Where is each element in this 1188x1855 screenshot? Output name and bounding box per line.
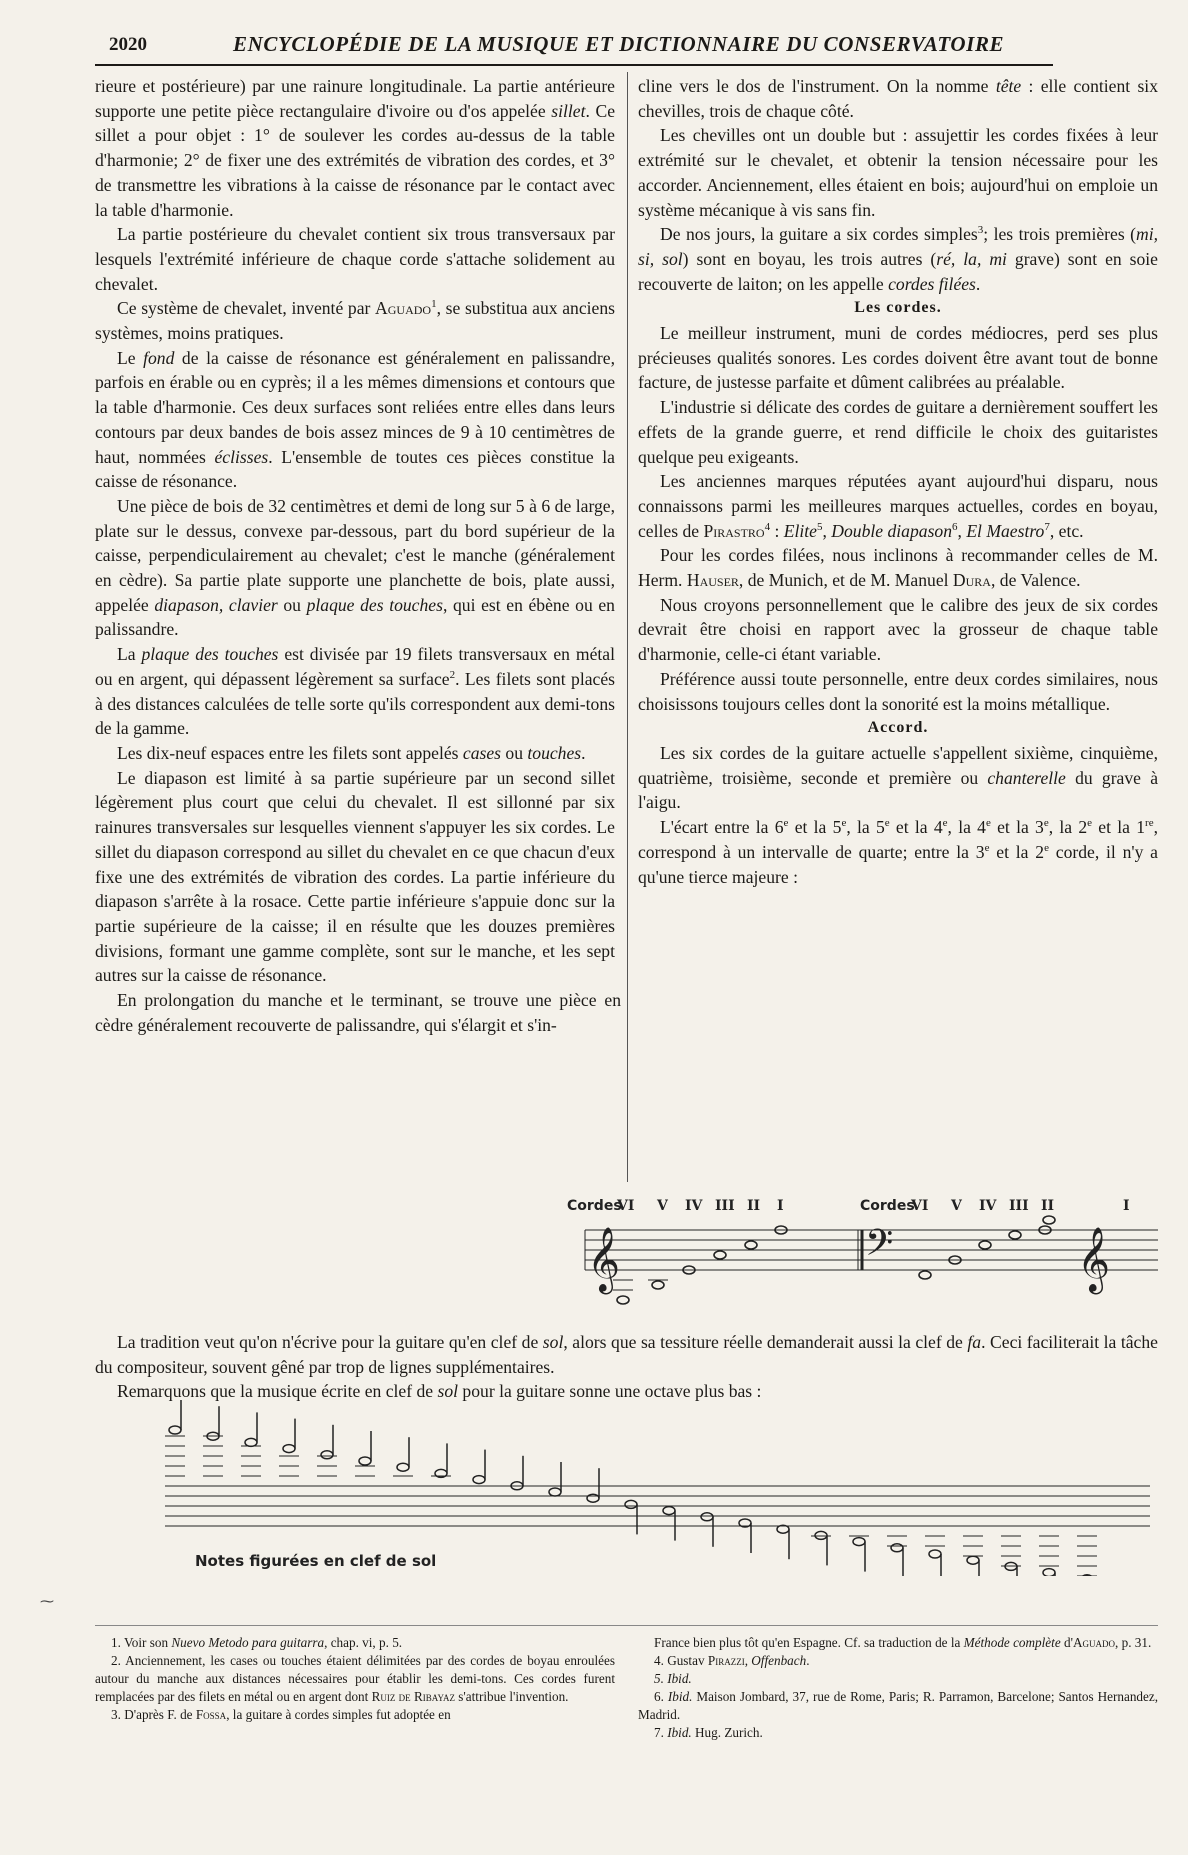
bass-clef-icon: 𝄢: [865, 1223, 894, 1272]
whole-note: [1009, 1231, 1021, 1239]
page-header: [95, 30, 1053, 66]
footnotes-right: [638, 1634, 1158, 1742]
half-note: [245, 1438, 257, 1446]
footnote: France bien plus tôt qu'en Espagne. Cf. sa traduction de la Méthode complète d'Aguado, p. 31.: [654, 1635, 1152, 1650]
paragraph: cline vers le dos de l'instrument. On la nomme tête : elle contient six chevilles, trois de chaque côté.: [638, 76, 1158, 121]
whole-note: [919, 1271, 931, 1279]
whole-note: [979, 1241, 991, 1249]
half-note: [701, 1513, 713, 1521]
footnote-rule: [95, 1625, 1158, 1626]
string-numeral: III: [1009, 1198, 1029, 1214]
half-note: [625, 1500, 637, 1508]
string-numeral: I: [1123, 1198, 1130, 1214]
string-numeral: V: [657, 1198, 668, 1214]
footnote: 3. D'après F. de Fossa, la guitare à cordes simples fut adoptée en: [111, 1707, 451, 1722]
paragraph: Le meilleur instrument, muni de cordes médiocres, perd ses plus précieuses qualités sonores. Les cordes doivent être avant tout de bonne facture, de justesse parfaite et dûment calibrées au préalable.: [638, 323, 1158, 393]
column-divider: [627, 72, 628, 1182]
paragraph: rieure et postérieure) par une rainure longitudinale. La partie antérieure supporte une petite pièce rectangulaire d'ivoire ou d'os appelée sillet. Ce sillet a pour objet : 1° de soulever les cordes au-dessus de la table d'harmonie; 2° de fixer une des extrémités de vibration des cordes, et 3° de transmettre les vibrations à la caisse de résonance par le contact avec la table d'harmonie.: [95, 76, 616, 220]
string-numeral: II: [1041, 1198, 1055, 1214]
paragraph: Une pièce de bois de 32 centimètres et demi de long sur 5 à 6 de large, plate sur le dessus, convexe par-dessous, part du bord supérieur de la caisse, perpendiculairement au chevalet; c'est le manche (généralement en cèdre). Sa partie plate supporte une planchette de bois, plate aussi, appelée diapason, clavier ou plaque des touches, qui est en ébène ou en palissandre.: [95, 495, 615, 640]
footnote: 4. Gustav Pirazzi, Offenbach.: [654, 1653, 810, 1668]
paragraph: Pour les cordes filées, nous inclinons à recommander celles de M. Herm. Hauser, de Munich, et de M. Manuel Dura, de Valence.: [638, 545, 1158, 591]
string-numeral: II: [747, 1198, 761, 1214]
treble-clef-icon: 𝄞: [587, 1229, 621, 1291]
running-title: ENCYCLOPÉDIE DE LA MUSIQUE ET DICTIONNAIRE DU CONSERVATOIRE: [233, 32, 1005, 56]
paragraph: L'industrie si délicate des cordes de guitare a dernièrement souffert les effets de la grande guerre, et rend difficile le choix des guitaristes quelque peu exigeants.: [638, 397, 1158, 467]
string-numeral: VI: [617, 1198, 635, 1214]
paragraph: De nos jours, la guitare a six cordes simples$^3$; les trois premières (mi, si, sol) sont en boyau, les trois autres (ré, la, mi grave) sont en soie recouverte de laiton; on les appelle cordes filées.: [638, 224, 1158, 294]
paragraph: Nous croyons personnellement que le calibre des jeux de six cordes devrait être choisi en rapport avec la grosseur de chaque table d'harmonie, celle-ci étant variable.: [638, 594, 1158, 665]
half-note: [169, 1426, 181, 1434]
whole-note: [1043, 1216, 1055, 1224]
string-numeral: IV: [979, 1198, 997, 1214]
string-numeral: VI: [911, 1198, 929, 1214]
string-numeral: III: [715, 1198, 735, 1214]
half-note: [929, 1550, 941, 1558]
string-numeral: IV: [685, 1198, 703, 1214]
staff-label: Cordes: [567, 1198, 622, 1214]
string-numeral: V: [951, 1198, 962, 1214]
section-title-accord: Accord.: [867, 719, 929, 737]
paragraph: L'écart entre la 6e et la 5e, la 5e et la 4e, la 4e et la 3e, la 2e et la 1re, correspond à un intervalle de quarte; entre la 3e et la 2e corde, il n'y a qu'une tierce majeure :: [638, 817, 1158, 887]
footnote: 1. Voir son Nuevo Metodo para guitarra, chap. vi, p. 5.: [111, 1635, 403, 1650]
treble-clef-icon: 𝄞: [1077, 1229, 1111, 1291]
page-number: 2020: [109, 34, 147, 55]
paragraph: Le diapason est limité à sa partie supérieure par un second sillet légèrement plus court que celui du chevalet. Il est sillonné par six rainures transversales sur lesquelles viennent s'appuyer les six cordes. Le sillet du diapason correspond au sillet du chevalet en ce que chacun d'eux fixe une des extrémités de vibration des cordes. La partie inférieure du diapason s'arrête à la rosace. Cette partie inférieure s'appuie donc sur la partie supérieure de la caisse; il en résulte que les douzes premières divisions, formant une gamme complète, sont sur le manche, et les sept autres sur la caisse de résonance.: [95, 767, 615, 986]
left-column: [95, 74, 621, 1037]
margin-mark: ⁓: [40, 1595, 54, 1610]
half-note: [853, 1538, 865, 1546]
half-note: [663, 1507, 675, 1515]
paragraph: La tradition veut qu'on n'écrive pour la guitare qu'en clef de sol, alors que sa tessiture réelle demanderait aussi la clef de fa. Ceci faciliterait la tâche du compositeur, souvent gêné par trop de lignes supplémentaires.: [95, 1332, 1158, 1377]
footnote: 2. Anciennement, les cases ou touches étaient délimitées par des cordes de boyau enroulées autour du manche aux distances nécessaires pour établir les demi-tons. Ces cordes furent remplacées par des filets en métal ou en argent dont Ruiz de Ribayaz s'attribue l'invention.: [95, 1653, 615, 1704]
half-note: [967, 1556, 979, 1564]
half-note: [321, 1451, 333, 1459]
half-note: [397, 1463, 409, 1471]
half-note: [473, 1476, 485, 1484]
whole-note: [652, 1281, 664, 1289]
paragraph: Préférence aussi toute personnelle, entre deux cordes similaires, nous choisissons toujours celles dont la sonorité est la moins métallique.: [638, 668, 1158, 714]
footnote: 7. Ibid. Hug. Zurich.: [654, 1725, 763, 1740]
staff-label: Cordes: [860, 1198, 915, 1214]
half-note: [549, 1488, 561, 1496]
paragraph: Les anciennes marques réputées ayant aujourd'hui disparu, nous connaissons parmi les meilleures marques actuelles, cordes en boyau, celles de Pirastro$^4$ : Elite$^5$, Double diapason$^6$, El Maestro$^7$, etc.: [638, 471, 1158, 541]
paragraph: Remarquons que la musique écrite en clef de sol pour la guitare sonne une octave plus bas :: [117, 1381, 762, 1402]
paragraph: La partie postérieure du chevalet contient six trous transversaux par lesquels l'extrémité inférieure de chaque corde s'attache solidement au chevalet.: [95, 224, 615, 294]
paragraph: La plaque des touches est divisée par 19 filets transversaux en métal ou en argent, qui dépassent légèrement sa surface$^2$. Les filets sont placés à des distances calculées de telle sorte qu'ils correspondent aux demi-tons de la gamme.: [95, 644, 615, 739]
half-note: [1043, 1569, 1055, 1576]
full-width-text: [95, 1330, 1158, 1404]
octave-staff: [165, 1400, 1150, 1576]
whole-note: [714, 1251, 726, 1259]
whole-note: [617, 1296, 629, 1304]
staff-caption: Notes figurées en clef de sol: [195, 1552, 437, 1570]
paragraph: Les six cordes de la guitare actuelle s'appellent sixième, cinquième, quatrième, troisième, seconde et première ou chanterelle du grave à l'aigu.: [638, 742, 1158, 813]
footnotes-left: [95, 1634, 615, 1724]
half-note: [891, 1544, 903, 1552]
paragraph: Ce système de chevalet, inventé par Aguado$^1$, se substitua aux anciens systèmes, moins pratiques.: [95, 298, 615, 344]
half-note: [283, 1445, 295, 1453]
tuning-staff: [565, 1196, 1158, 1306]
section-title-cordes: Les cordes.: [854, 299, 942, 317]
paragraph: Les dix-neuf espaces entre les filets sont appelés cases ou touches.: [117, 742, 586, 763]
paragraph: Le fond de la caisse de résonance est généralement en palissandre, parfois en érable ou en cyprès; il a les mêmes dimensions et contours que la table d'harmonie. Ces deux surfaces sont reliées entre elles dans leurs contours par deux bandes de bois assez minces de 9 à 10 centimètres de haut, nommées éclisses. L'ensemble de toutes ces pièces constitue la caisse de résonance.: [95, 347, 615, 492]
half-note: [587, 1494, 599, 1502]
whole-note: [745, 1241, 757, 1249]
right-column: [638, 74, 1158, 889]
footnote: 6. Ibid. Maison Jombard, 37, rue de Rome, Paris; R. Parramon, Barcelone; Santos Hernandez, Madrid.: [638, 1689, 1159, 1722]
paragraph: En prolongation du manche et le terminant, se trouve une pièce en cèdre généralement recouverte de palissandre, qui s'élargit et s'in-: [95, 990, 621, 1035]
paragraph: Les chevilles ont un double but : assujettir les cordes fixées à leur extrémité sur le chevalet, et obtenir la tension nécessaire pour les accorder. Anciennement, elles étaient en bois; aujourd'hui on emploie un système mécanique à vis sans fin.: [638, 125, 1158, 220]
footnote: 5. Ibid.: [654, 1671, 692, 1686]
half-note: [359, 1457, 371, 1465]
half-note: [815, 1531, 827, 1539]
string-numeral: I: [777, 1198, 784, 1214]
